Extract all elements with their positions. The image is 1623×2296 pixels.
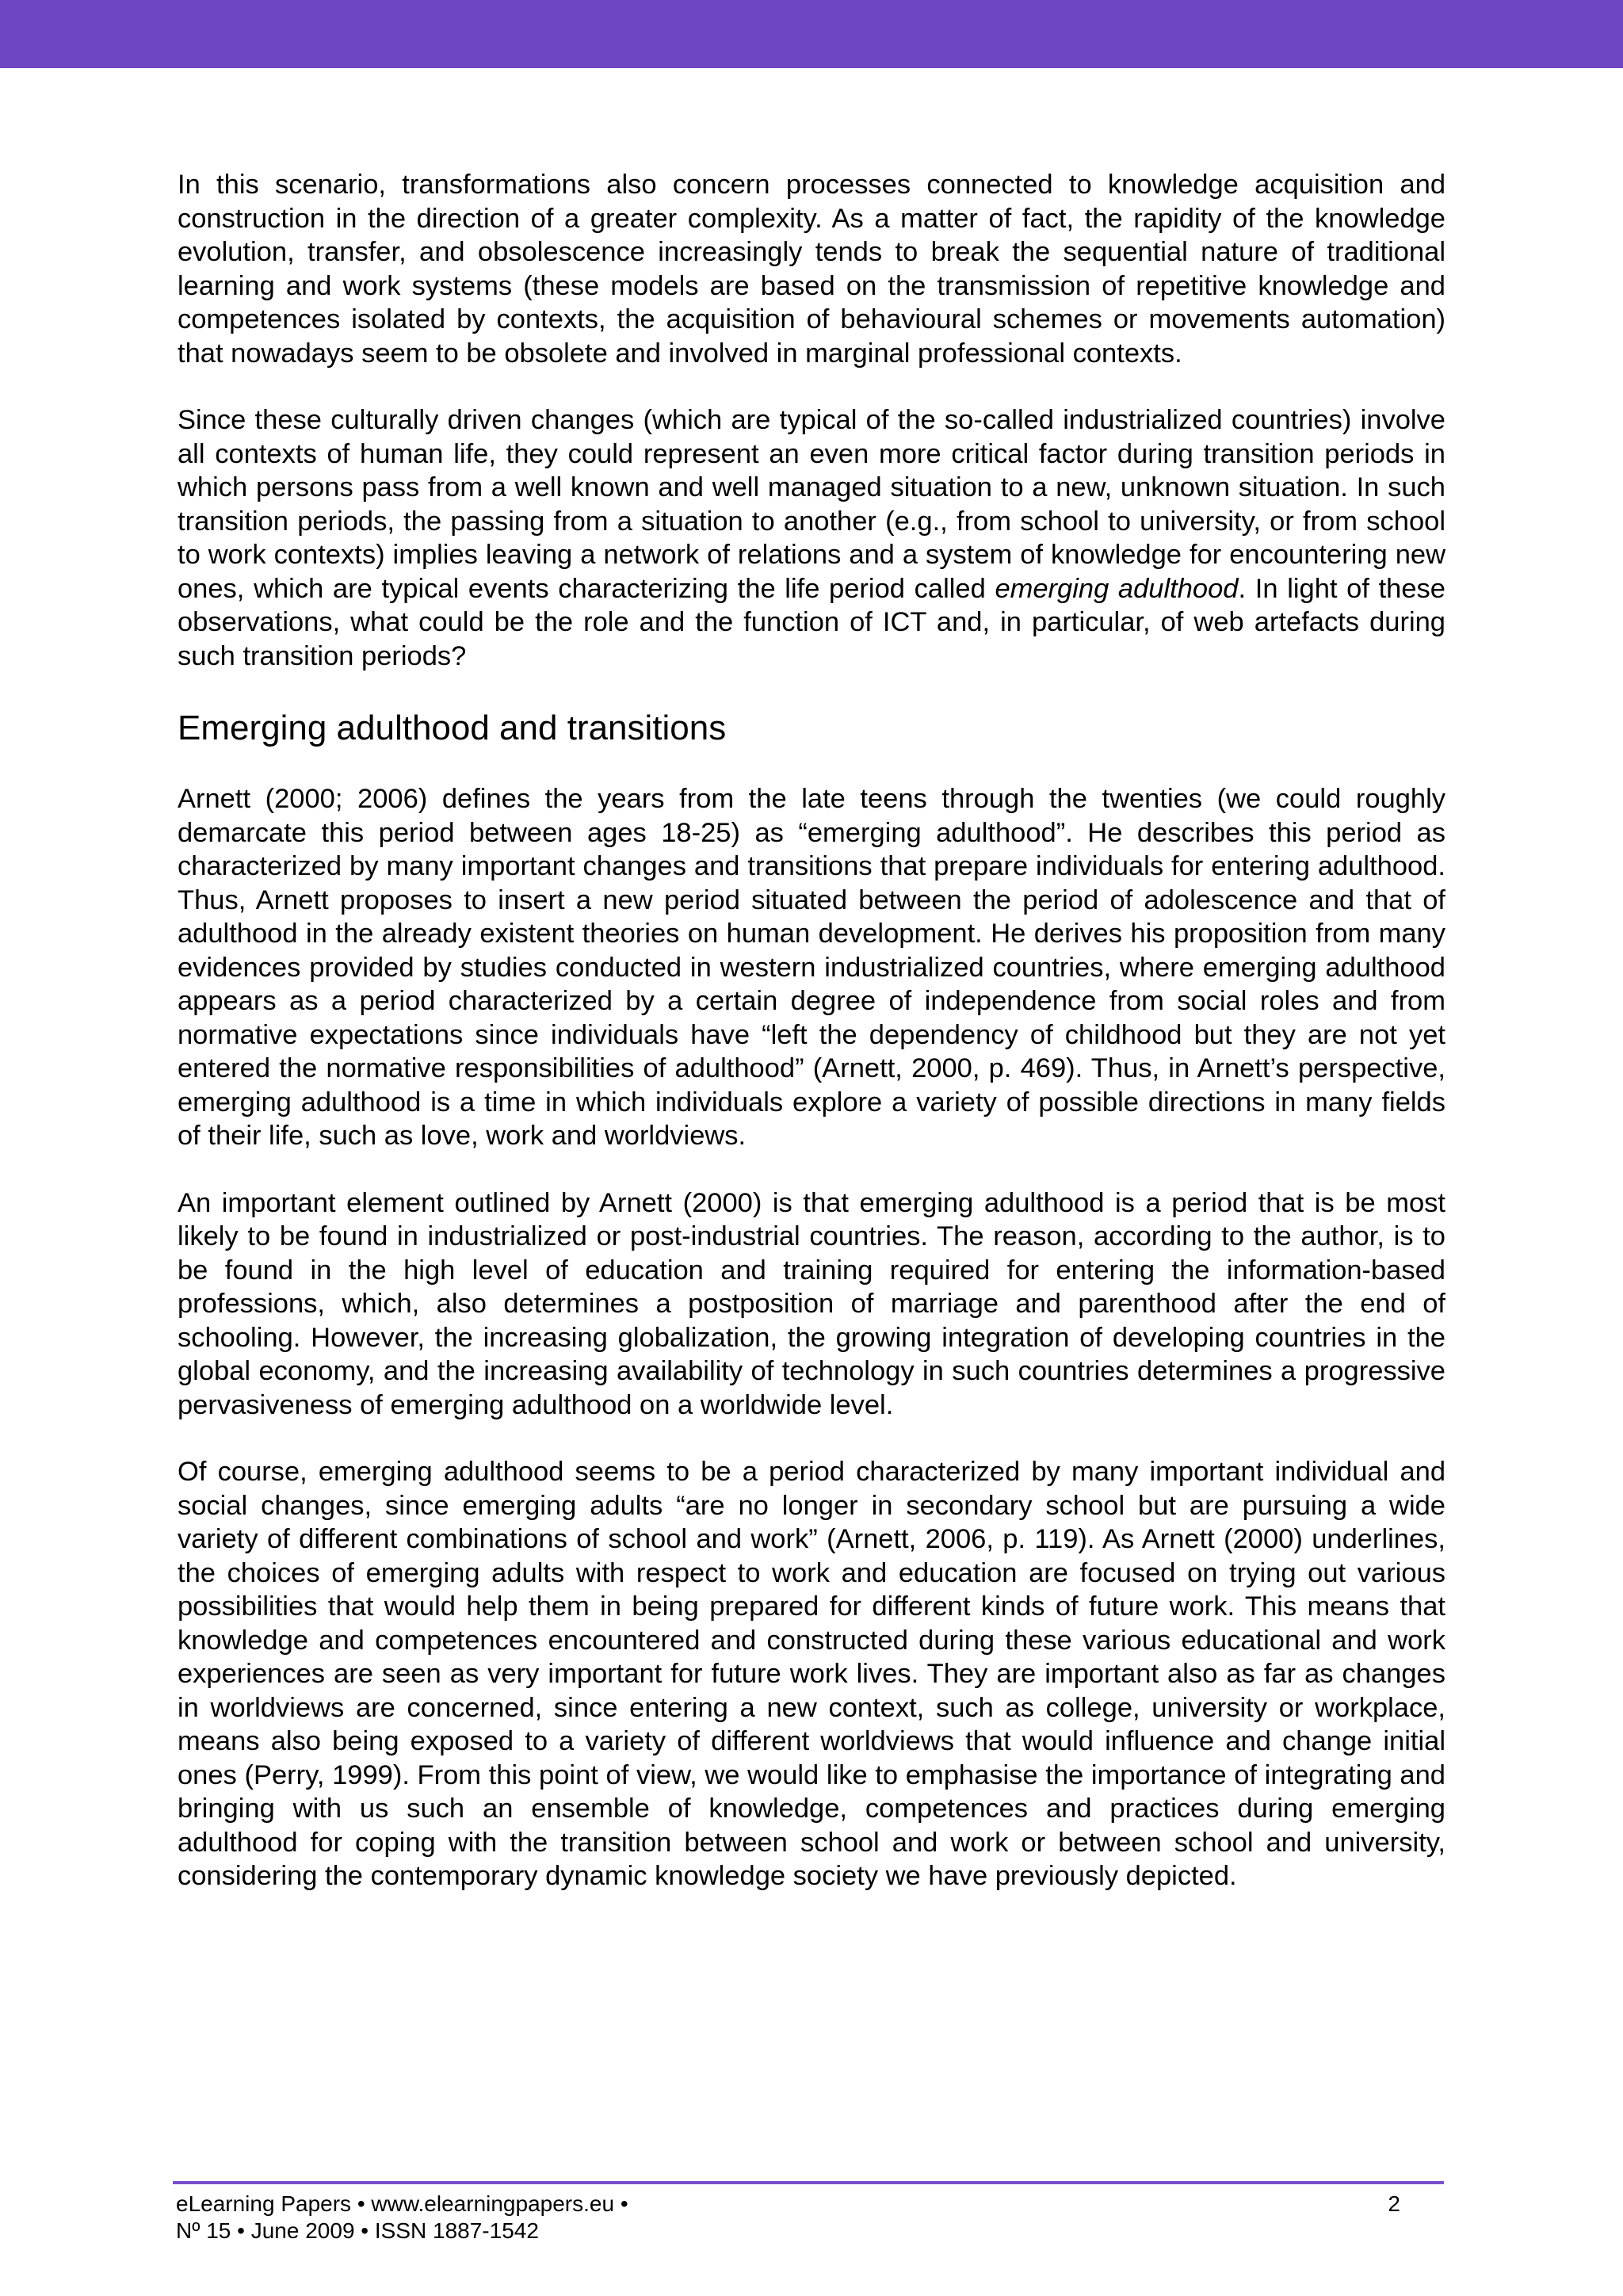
article-body <box>178 168 1445 1893</box>
paragraph-2-text-start: Since these culturally driven changes (which are typical of the so-called industrialized countries) involve all contexts of human life, they could represent an even more critical factor during transition periods in which persons pass from a well known and well managed situation to a new, unknown situation. In such transition periods, the passing from a situation to another (e.g., from school to university, or from school to work contexts) implies leaving a network of relations and a system of knowledge for encountering new ones, which are typical events characterizing the life period called <box>178 405 1445 604</box>
page-number: 2 <box>1388 2191 1400 2216</box>
paragraph-2-text-end: . In light of these observations, what could be the role and the function of ICT and, in particular, of web artefacts during such transition periods? <box>178 573 1445 671</box>
emphasis-emerging-adulthood: emerging adulthood <box>995 573 1239 604</box>
paragraph-4: An important element outlined by Arnett (2000) is that emerging adulthood is a period that is be most likely to be found in industrialized or post-industrial countries. The reason, according to the author, is to be found in the high level of education and training required for entering the information-based professions, which, also determines a postposition of marriage and parenthood after the end of schooling. However, the increasing globalization, the growing integration of developing countries in the global economy, and the increasing availability of technology in such countries determines a progressive pervasiveness of emerging adulthood on a worldwide level. <box>178 1187 1445 1420</box>
footer-issue-line: Nº 15 • June 2009 • ISSN 1887-1542 <box>176 2218 539 2243</box>
paragraph-2 <box>178 403 1445 673</box>
section-heading: Emerging adulthood and transitions <box>178 709 727 747</box>
paragraph-1: In this scenario, transformations also concern processes connected to knowledge acquisition and construction in the direction of a greater complexity. As a matter of fact, the rapidity of the knowledge evolution, transfer, and obsolescence increasingly tends to break the sequential nature of traditional learning and work systems (these models are based on the transmission of repetitive knowledge and competences isolated by contexts, the acquisition of behavioural schemes or movements automation) that nowadays seem to be obsolete and involved in marginal professional contexts. <box>178 170 1445 369</box>
footer-divider <box>173 2181 1444 2184</box>
footer-journal-line: eLearning Papers • www.elearningpapers.eu • <box>176 2191 628 2216</box>
paragraph-5: Of course, emerging adulthood seems to be a period characterized by many important individual and social changes, since emerging adults “are no longer in secondary school but are pursuing a wide variety of different combinations of school and work” (Arnett, 2006, p. 119). As Arnett (2000) underlines, the choices of emerging adults with respect to work and education are focused on trying out various possibilities that would help them in being prepared for different kinds of future work. This means that knowledge and competences encountered and constructed during these various educational and work experiences are seen as very important for future work lives. They are important also as far as changes in worldviews are concerned, since entering a new context, such as college, university or workplace, means also being exposed to a variety of different worldviews that would influence and change initial ones (Perry, 1999). From this point of view, we would like to emphasise the importance of integrating and bringing with us such an ensemble of knowledge, competences and practices during emerging adulthood for coping with the transition between school and work or between school and university, considering the contemporary dynamic knowledge society we have previously depicted. <box>178 1457 1445 1891</box>
header-band <box>0 0 1623 68</box>
footer <box>176 2191 1400 2244</box>
paragraph-3: Arnett (2000; 2006) defines the years from the late teens through the twenties (we could roughly demarcate this period between ages 18-25) as “emerging adulthood”. He describes this period as characterized by many important changes and transitions that prepare individuals for entering adulthood. Thus, Arnett proposes to insert a new period situated between the period of adolescence and that of adulthood in the already existent theories on human development. He derives his proposition from many evidences provided by studies conducted in western industrialized countries, where emerging adulthood appears as a period characterized by a certain degree of independence from social roles and from normative expectations since individuals have “left the dependency of childhood but they are not yet entered the normative responsibilities of adulthood” (Arnett, 2000, p. 469). Thus, in Arnett’s perspective, emerging adulthood is a time in which individuals explore a variety of possible directions in many fields of their life, such as love, work and worldviews. <box>178 784 1445 1151</box>
